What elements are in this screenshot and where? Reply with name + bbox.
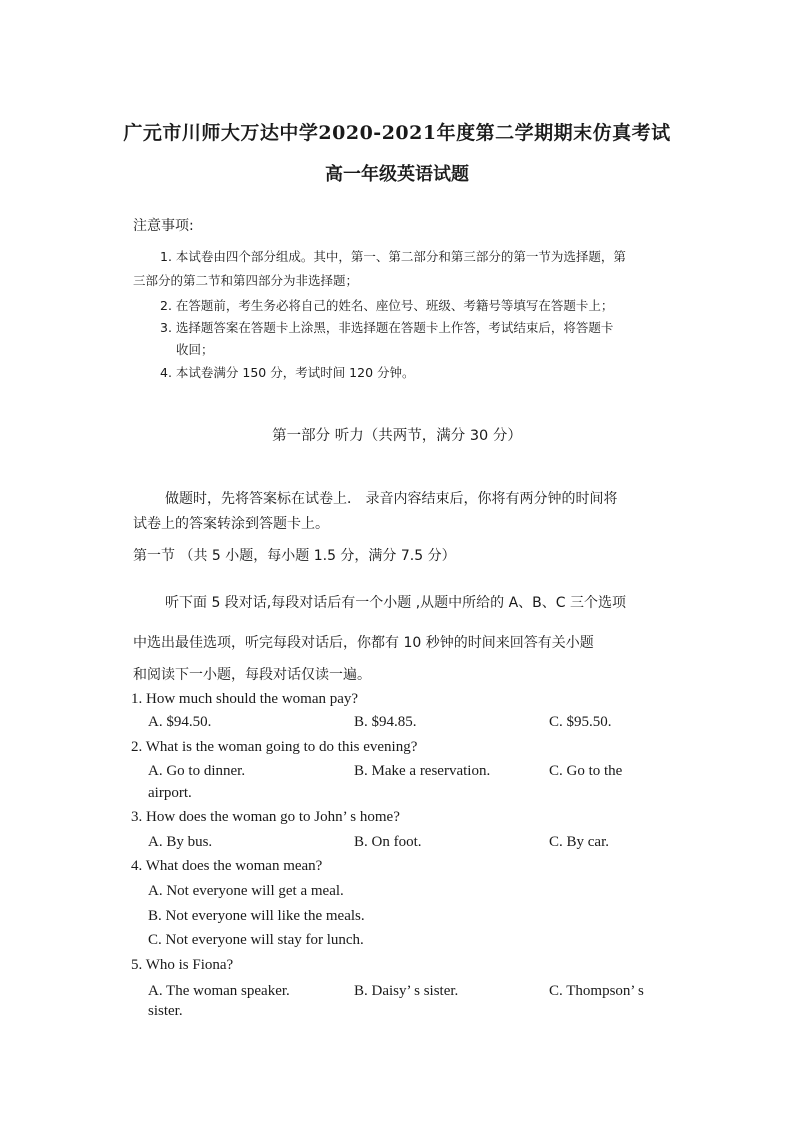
question-4-option-a: A. Not everyone will get a meal. <box>148 883 344 899</box>
question-3-option-b: B. On foot. <box>354 834 422 850</box>
section1-heading: 第一节 （共 5 小题，每小题 1.5 分，满分 7.5 分） <box>133 548 456 564</box>
notes-heading: 注意事项: <box>133 218 194 234</box>
question-1-option-a: A. $94.50. <box>148 714 212 730</box>
question-5-stem: 5. Who is Fiona? <box>131 957 234 973</box>
question-2-option-b: B. Make a reservation. <box>354 763 491 779</box>
question-4-option-c: C. Not everyone will stay for lunch. <box>148 932 364 948</box>
question-5-option-c-wrap: sister. <box>148 1003 183 1019</box>
question-2-stem: 2. What is the woman going to do this evening? <box>131 739 418 755</box>
question-2-option-c: C. Go to the <box>549 763 623 779</box>
note-4: 4. 本试卷满分 150 分，考试时间 120 分钟。 <box>160 365 415 380</box>
question-3-stem: 3. How does the woman go to John’ s home? <box>131 809 400 825</box>
question-5-option-a: A. The woman speaker. <box>148 983 290 999</box>
note-2: 2. 在答题前，考生务必将自己的姓名、座位号、班级、考籍号等填写在答题卡上； <box>160 298 614 313</box>
note-3-line-2: 收回； <box>176 342 214 357</box>
note-1-line-2: 三部分的第二节和第四部分为非选择题； <box>133 273 359 288</box>
question-4-stem: 4. What does the woman mean? <box>131 858 323 874</box>
section1-directions-line-1: 听下面 5 段对话,每段对话后有一个小题 ,从题中所给的 A、B、C 三个选项 <box>165 595 627 611</box>
exam-title: 广元市川师大万达中学2020-2021年度第二学期期末仿真考试 <box>123 122 671 144</box>
question-2-option-c-wrap: airport. <box>148 785 192 801</box>
note-3-line-1: 3. 选择题答案在答题卡上涂黑，非选择题在答题卡上作答，考试结束后，将答题卡 <box>160 320 614 335</box>
exam-subtitle: 高一年级英语试题 <box>325 164 469 185</box>
question-4-option-b: B. Not everyone will like the meals. <box>148 908 365 924</box>
question-3-option-a: A. By bus. <box>148 834 213 850</box>
section1-directions-line-2: 中选出最佳选项，听完每段对话后，你都有 10 秒钟的时间来回答有关小题 <box>133 635 594 651</box>
question-1-option-c: C. $95.50. <box>549 714 612 730</box>
part1-heading: 第一部分 听力（共两节，满分 30 分） <box>272 428 522 444</box>
question-2-option-a: A. Go to dinner. <box>148 763 246 779</box>
question-1-stem: 1. How much should the woman pay? <box>131 691 359 707</box>
question-3-option-c: C. By car. <box>549 834 609 850</box>
note-1-line-1: 1. 本试卷由四个部分组成。其中，第一、第二部分和第三部分的第一节为选择题，第 <box>160 249 626 264</box>
question-5-option-c: C. Thompson’ s <box>549 983 644 999</box>
part1-intro-line-2: 试卷上的答案转涂到答题卡上。 <box>133 516 329 532</box>
question-1-option-b: B. $94.85. <box>354 714 417 730</box>
section1-directions-line-3: 和阅读下一小题，每段对话仅读一遍。 <box>133 667 371 683</box>
part1-intro-line-1: 做题时，先将答案标在试卷上． 录音内容结束后，你将有两分钟的时间将 <box>165 491 618 507</box>
question-5-option-b: B. Daisy’ s sister. <box>354 983 459 999</box>
